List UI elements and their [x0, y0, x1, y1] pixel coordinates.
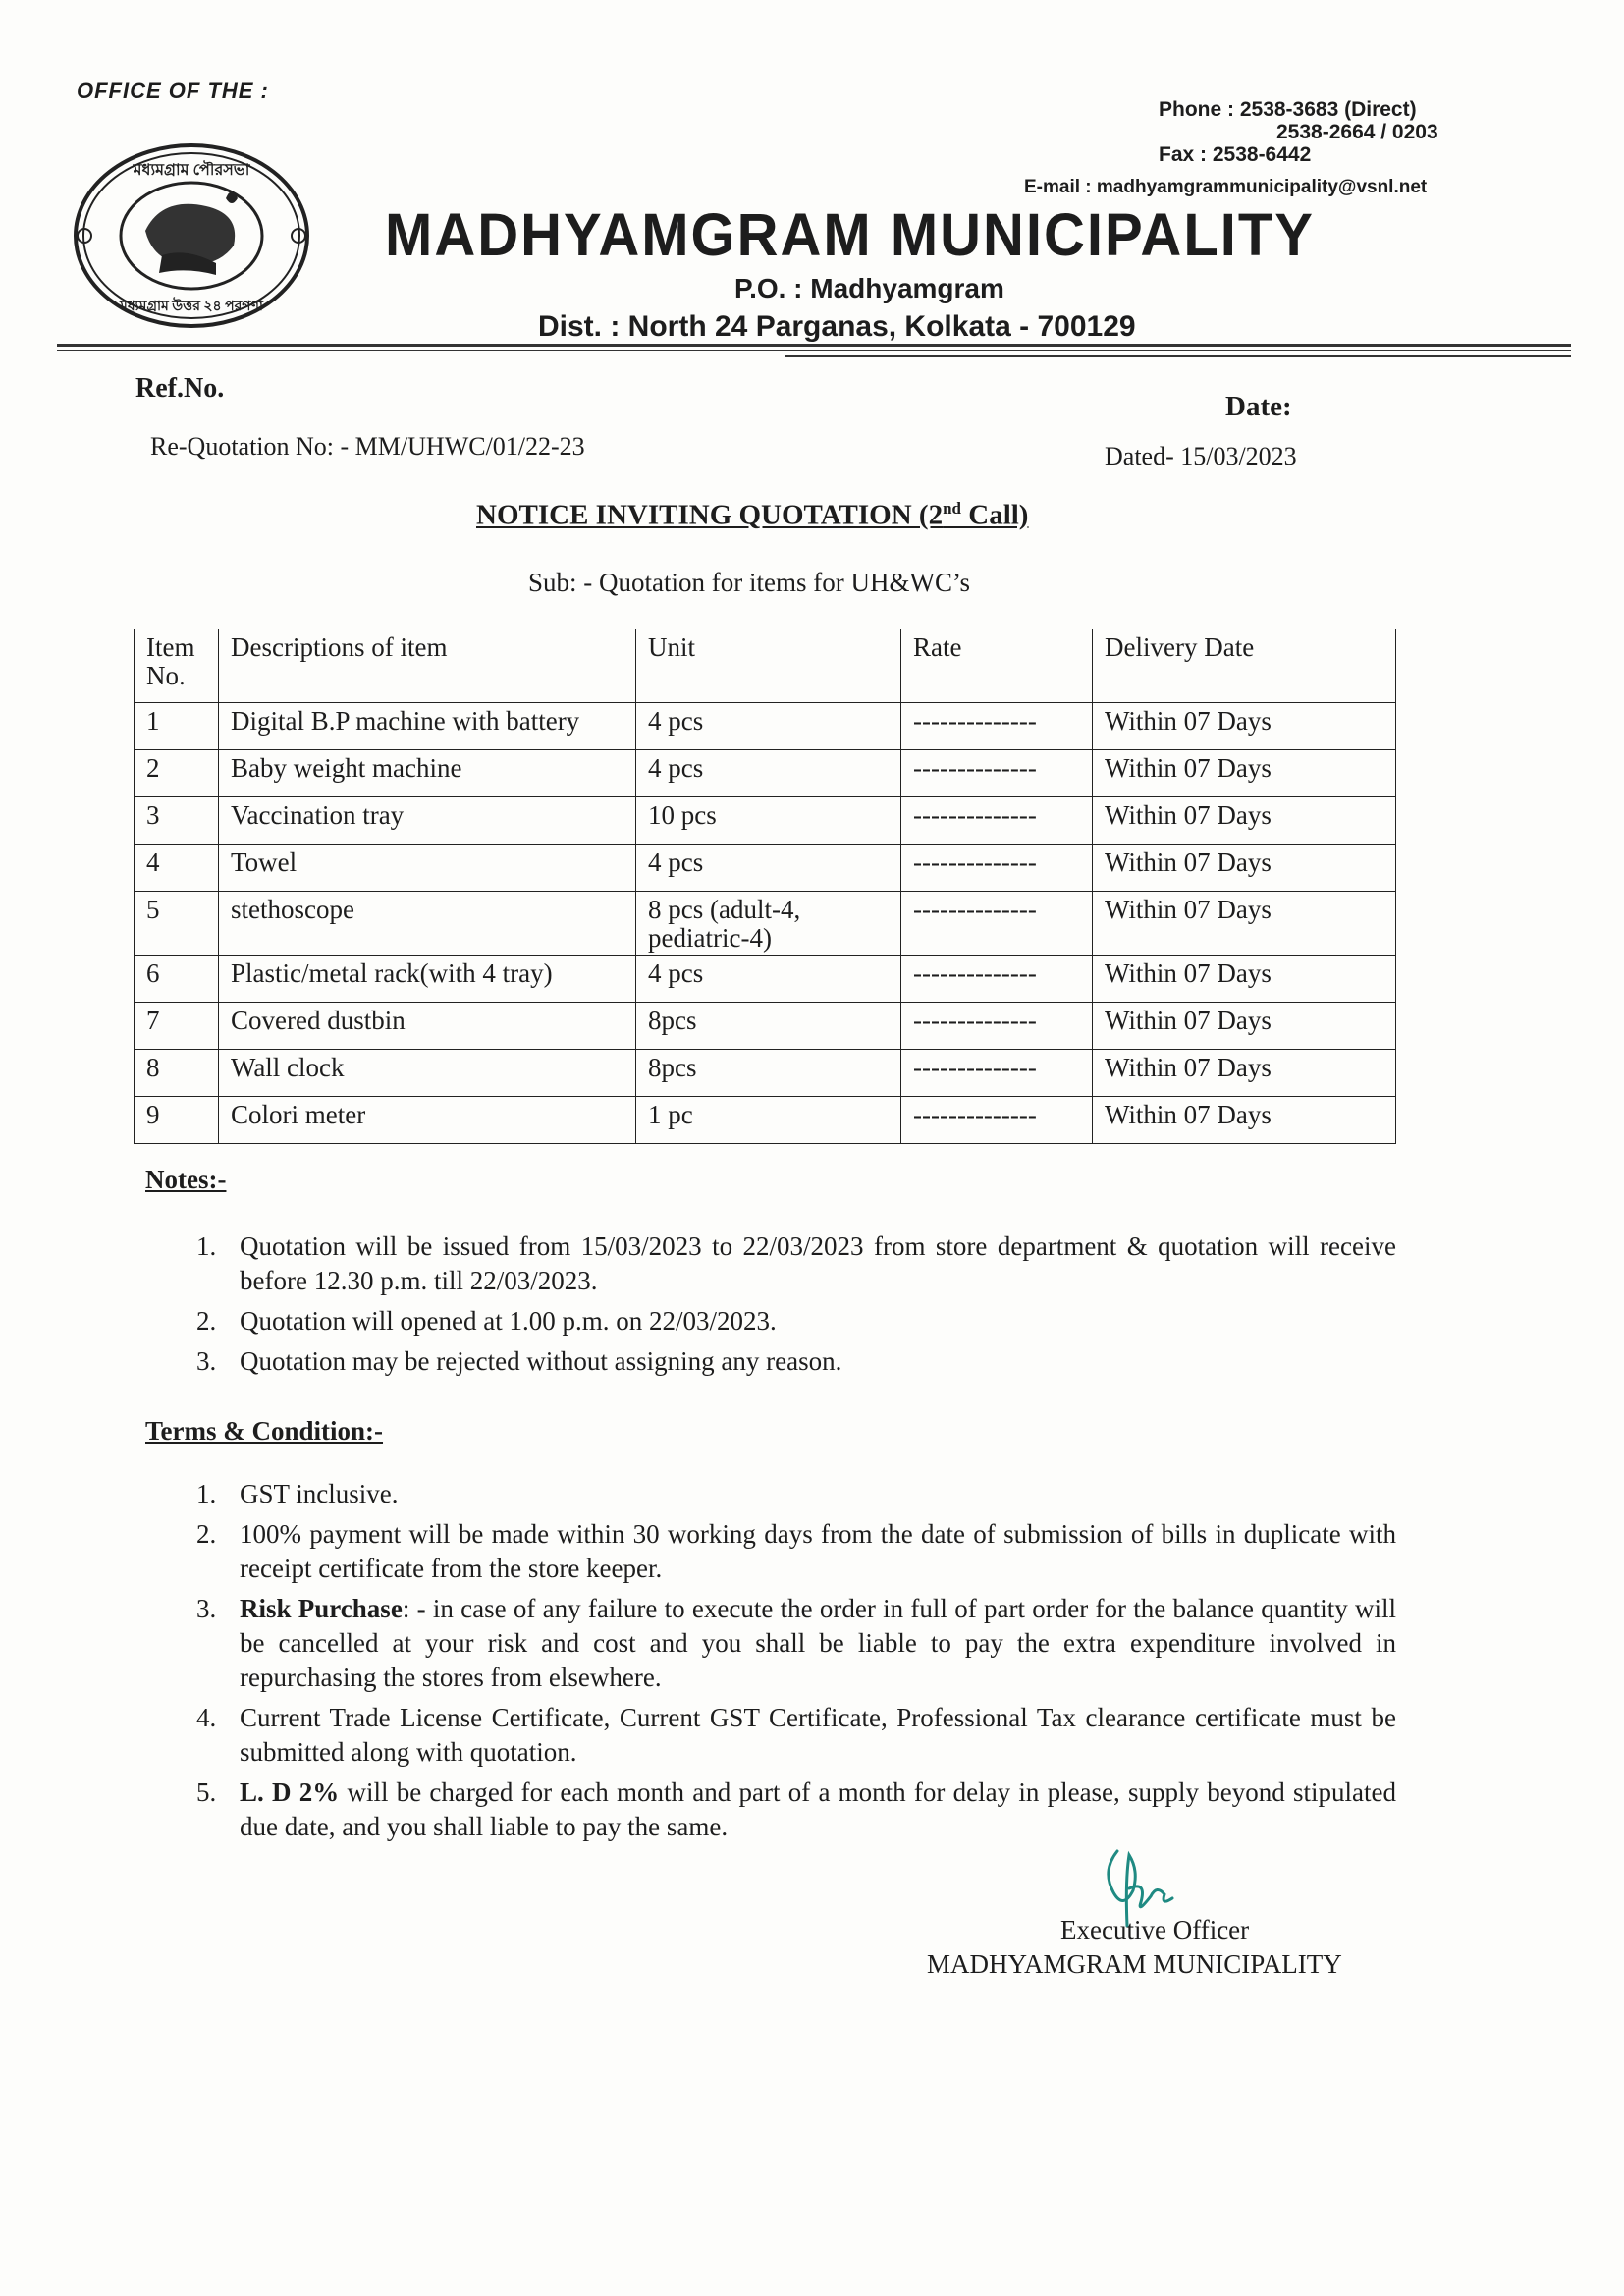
- terms-heading: Terms & Condition:-: [145, 1416, 384, 1446]
- header-rate: Rate: [901, 629, 1093, 703]
- header-delivery-date: Delivery Date: [1093, 629, 1396, 703]
- note-item: 1. Quotation will be issued from 15/03/2023 to 22/03/2023 from store department & quotation will receive before 12.30 p.m. till 22/03/2023.: [196, 1231, 1396, 1295]
- table-row: [135, 1003, 1396, 1050]
- cell-unit: 8pcs: [636, 1050, 901, 1097]
- term-item: 5. L. D 2% will be charged for each month and part of a month for delay in please, supply beyond stipulated due date, and you shall liable to pay the same.: [196, 1777, 1396, 1841]
- cell-description: Covered dustbin: [219, 1003, 636, 1050]
- table-row: [135, 1097, 1396, 1144]
- cell-delivery-date: Within 07 Days: [1093, 1097, 1396, 1144]
- table-header-row: [135, 629, 1396, 703]
- cell-rate: --------------: [901, 750, 1093, 797]
- header-item-no: Item No.: [135, 629, 219, 703]
- table-row: [135, 956, 1396, 1003]
- signatory-organisation: MADHYAMGRAM MUNICIPALITY: [927, 1949, 1342, 1979]
- cell-rate: --------------: [901, 845, 1093, 892]
- cell-unit: 1 pc: [636, 1097, 901, 1144]
- phone-line-2: 2538-2664 / 0203: [1276, 121, 1438, 143]
- cell-unit: 10 pcs: [636, 797, 901, 845]
- cell-item-no: 9: [135, 1097, 219, 1144]
- cell-item-no: 6: [135, 956, 219, 1003]
- signatory-title: Executive Officer: [1060, 1915, 1250, 1944]
- cell-unit: 4 pcs: [636, 956, 901, 1003]
- cell-description: Baby weight machine: [219, 750, 636, 797]
- cell-unit: 4 pcs: [636, 703, 901, 750]
- header-description: Descriptions of item: [219, 629, 636, 703]
- cell-item-no: 7: [135, 1003, 219, 1050]
- cell-delivery-date: Within 07 Days: [1093, 956, 1396, 1003]
- cell-delivery-date: Within 07 Days: [1093, 1050, 1396, 1097]
- cell-description: Wall clock: [219, 1050, 636, 1097]
- cell-item-no: 4: [135, 845, 219, 892]
- cell-rate: --------------: [901, 1050, 1093, 1097]
- fax-line: Fax : 2538-6442: [1159, 143, 1312, 166]
- cell-rate: --------------: [901, 797, 1093, 845]
- cell-delivery-date: Within 07 Days: [1093, 750, 1396, 797]
- cell-description: Colori meter: [219, 1097, 636, 1144]
- header-rule: [57, 344, 1571, 347]
- cell-description: stethoscope: [219, 892, 636, 956]
- cell-item-no: 8: [135, 1050, 219, 1097]
- term-item: 3. Risk Purchase: - in case of any failure to execute the order in full of part order for the balance quantity will be cancelled at your risk and cost and you shall be liable to pay the extra expenditure involved in repurchasing the stores from elsewhere.: [196, 1594, 1396, 1692]
- cell-rate: --------------: [901, 1097, 1093, 1144]
- term-item: 2. 100% payment will be made within 30 working days from the date of submission of bills in duplicate with receipt certificate from the store keeper.: [196, 1519, 1396, 1583]
- table-row: [135, 703, 1396, 750]
- cell-delivery-date: Within 07 Days: [1093, 845, 1396, 892]
- requotation-number: Re-Quotation No: - MM/UHWC/01/22-23: [150, 432, 585, 461]
- term-lead: L. D 2%: [240, 1777, 340, 1807]
- cell-rate: --------------: [901, 703, 1093, 750]
- cell-description: Vaccination tray: [219, 797, 636, 845]
- term-lead: Risk Purchase: [240, 1594, 403, 1623]
- cell-unit: 4 pcs: [636, 750, 901, 797]
- terms-list: [196, 1477, 1396, 1850]
- cell-rate: --------------: [901, 892, 1093, 956]
- table-row: [135, 797, 1396, 845]
- cell-unit: 8pcs: [636, 1003, 901, 1050]
- cell-item-no: 3: [135, 797, 219, 845]
- date-label: Date:: [1225, 391, 1292, 422]
- table-row: [135, 1050, 1396, 1097]
- cell-item-no: 2: [135, 750, 219, 797]
- header-rule-lower: [785, 355, 1571, 357]
- cell-item-no: 5: [135, 892, 219, 956]
- cell-rate: --------------: [901, 956, 1093, 1003]
- dated-value: Dated- 15/03/2023: [1105, 442, 1297, 470]
- cell-unit: 8 pcs (adult-4, pediatric-4): [636, 892, 901, 956]
- table-row: [135, 892, 1396, 956]
- notice-title: NOTICE INVITING QUOTATION (2nd Call): [476, 499, 1029, 531]
- contact-block: [1159, 98, 1438, 166]
- note-item: 2. Quotation will opened at 1.00 p.m. on 22/03/2023.: [196, 1306, 777, 1336]
- term-item: 1. GST inclusive.: [196, 1479, 399, 1508]
- note-item: 3. Quotation may be rejected without assigning any reason.: [196, 1346, 842, 1376]
- district-address: Dist. : North 24 Parganas, Kolkata - 700129: [538, 310, 1136, 343]
- notes-heading: Notes:-: [145, 1165, 227, 1194]
- cell-delivery-date: Within 07 Days: [1093, 892, 1396, 956]
- cell-delivery-date: Within 07 Days: [1093, 797, 1396, 845]
- cell-description: Towel: [219, 845, 636, 892]
- table-row: [135, 750, 1396, 797]
- phone-line: Phone : 2538-3683 (Direct): [1159, 98, 1417, 121]
- cell-delivery-date: Within 07 Days: [1093, 703, 1396, 750]
- municipality-name: MADHYAMGRAM MUNICIPALITY: [385, 201, 1315, 269]
- seal-text-top: মধ্যমগ্রাম পৌরসভা: [133, 162, 250, 179]
- cell-delivery-date: Within 07 Days: [1093, 1003, 1396, 1050]
- cell-item-no: 1: [135, 703, 219, 750]
- cell-description: Plastic/metal rack(with 4 tray): [219, 956, 636, 1003]
- seal-text-bottom: মধ্যমগ্রাম উত্তর ২৪ পরগণা: [120, 300, 263, 314]
- post-office: P.O. : Madhyamgram: [734, 273, 1004, 303]
- header-rule-thin: [57, 350, 1571, 351]
- header-unit: Unit: [636, 629, 901, 703]
- municipality-seal-logo: [69, 137, 314, 334]
- table-row: [135, 845, 1396, 892]
- ref-no-label: Ref.No.: [135, 373, 225, 404]
- term-item: 4. Current Trade License Certificate, Current GST Certificate, Professional Tax clearance certificate must be submitted along with quotation.: [196, 1703, 1396, 1767]
- cell-description: Digital B.P machine with battery: [219, 703, 636, 750]
- cell-unit: 4 pcs: [636, 845, 901, 892]
- office-of-label: OFFICE OF THE :: [77, 79, 269, 103]
- items-table: [134, 629, 1396, 1144]
- email-line: E-mail : madhyamgrammunicipality@vsnl.net: [1024, 177, 1428, 197]
- notes-list: [196, 1230, 1396, 1385]
- cell-rate: --------------: [901, 1003, 1093, 1050]
- table-body: [135, 703, 1396, 1144]
- subject-line: Sub: - Quotation for items for UH&WC’s: [528, 568, 970, 597]
